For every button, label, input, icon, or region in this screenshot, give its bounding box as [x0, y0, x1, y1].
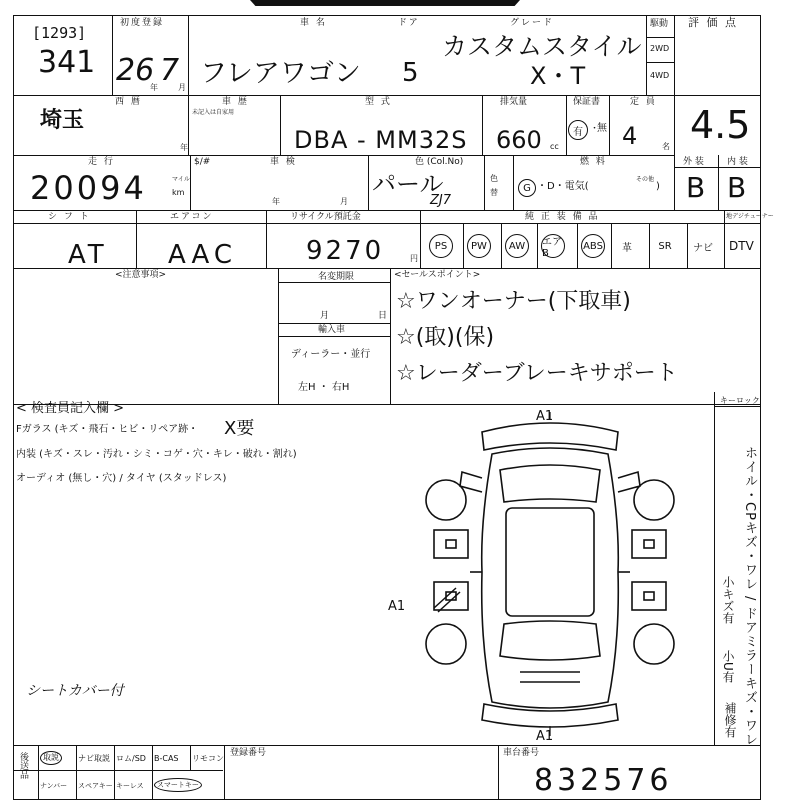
grade-label: グレード — [510, 18, 555, 28]
history-year-unit: 年 — [180, 143, 188, 152]
fuel-close: ) — [656, 181, 660, 192]
color-label: 色 (Col.No) — [415, 157, 464, 167]
equipment-item — [504, 230, 530, 262]
recycle-value: 9270 — [306, 236, 385, 266]
fuel-label: 燃 料 — [580, 157, 607, 167]
grade-line2: X・T — [530, 62, 586, 90]
year-unit: 年 — [150, 83, 158, 92]
equipment-label: 革 — [622, 242, 632, 254]
capacity-value: 4 — [622, 122, 638, 150]
equipment-label: エアB — [541, 234, 565, 258]
drive-4wd: 4WD — [650, 71, 670, 80]
note-repair: 補修有 — [723, 702, 737, 738]
warranty-yes: 有 — [568, 120, 588, 140]
equipment-item — [652, 230, 678, 262]
note-small-dent: 小U有 — [721, 650, 735, 683]
ac-value: AAC — [168, 240, 237, 270]
shaken-month-unit: 月 — [340, 197, 348, 206]
capacity-label: 定 員 — [630, 97, 657, 107]
meigi-day: 日 — [378, 311, 388, 321]
interior-label: 内 装 — [727, 157, 748, 167]
displacement-value: 660 — [496, 126, 542, 154]
shift-label: シ フ ト — [48, 212, 91, 222]
shaken-label: 車 検 — [270, 157, 297, 167]
score-label: 評 価 点 — [688, 16, 738, 29]
damage-left: A1 — [388, 599, 406, 614]
sales-point-3: ☆レーダーブレーキサポート — [396, 361, 678, 386]
equipment-item — [466, 230, 492, 262]
items-label: 後送品 — [18, 752, 28, 779]
meigi-month: 月 — [320, 311, 330, 321]
history-label: 車 歴 — [222, 97, 249, 107]
doors-value: 5 — [402, 58, 419, 88]
inspector-line3: オーディオ (無し・穴) / タイヤ (スタッドレス) — [16, 473, 227, 484]
item-row2-cell: ナンバー — [40, 782, 68, 790]
dtv-value: DTV — [729, 239, 754, 253]
equip-label: 純 正 装 備 品 — [525, 212, 600, 222]
exterior-value: B — [686, 171, 706, 204]
region-label: 西 暦 — [115, 97, 142, 107]
lot-number: 341 — [38, 45, 96, 80]
shaken-year-unit: 年 — [272, 197, 280, 206]
item-row2-cell: スマートキー — [154, 778, 202, 792]
mileage-unit-km: km — [172, 188, 185, 197]
import-dealer: ディーラー・並行 — [291, 349, 371, 360]
first-reg-label: 初度登録 — [120, 18, 165, 28]
equipment-item — [580, 230, 606, 262]
chassis-label: 車台番号 — [503, 748, 540, 758]
mileage-unit-miles: マイル — [172, 176, 190, 183]
item-row1-cell: 取説 — [40, 751, 62, 765]
inspector-line1: Fガラス (キズ・飛石・ヒビ・リペア跡・ — [16, 424, 199, 435]
sidebar-vertical-text: ホイル・CPキズ・ワレ / ドアミラーキズ・ワレ — [742, 446, 757, 747]
inspector-title: < 検査員記入欄 > — [16, 401, 125, 416]
chassis-number: 832576 — [534, 763, 673, 798]
fuel-g: G — [518, 179, 536, 197]
equipment-item — [690, 230, 716, 262]
item-row2-cell: キーレス — [116, 782, 144, 790]
exterior-label: 外 装 — [683, 157, 704, 167]
warranty-no: 無 — [597, 123, 607, 134]
car-name: フレアワゴン — [200, 58, 361, 89]
first-reg-month: 7 — [160, 53, 180, 88]
equipment-label: PS — [429, 234, 453, 258]
recycle-label: リサイクル預託金 — [290, 212, 361, 222]
equipment-label: AW — [505, 234, 529, 258]
damage-top: A1 — [536, 409, 554, 424]
displacement-label: 排気量 — [500, 97, 528, 107]
mileage-value: 20094 — [30, 169, 147, 207]
equipment-label: SR — [658, 240, 672, 252]
yen-unit: 円 — [410, 254, 418, 263]
item-row1-cell: ロム/SD — [116, 754, 146, 763]
caution-label: <注意事項> — [115, 270, 167, 280]
interior-value: B — [727, 171, 747, 204]
lot-code: [1293] — [32, 24, 87, 42]
mileage-label: 走 行 — [88, 157, 115, 167]
score-value: 4.5 — [690, 103, 751, 147]
equipment-label: PW — [467, 234, 491, 258]
drive-2wd: 2WD — [650, 44, 670, 53]
sales-label: <セールスポイント> — [394, 270, 481, 280]
sales-point-2: ☆(取)(保) — [396, 325, 495, 350]
dollar-mark: $/# — [194, 157, 211, 167]
ac-label: エアコン — [170, 212, 214, 222]
drive-label: 駆動 — [650, 19, 669, 29]
car-damage-diagram — [420, 409, 680, 742]
import-handle: 左H ・ 右H — [298, 382, 350, 393]
capacity-unit: 名 — [662, 142, 670, 151]
equipment-label: ABS — [581, 234, 605, 258]
keylock-label: キーロック — [720, 396, 760, 405]
region-value: 埼玉 — [40, 108, 85, 133]
cc-unit: cc — [550, 142, 559, 151]
color-value: パール — [372, 170, 444, 198]
item-row1-cell: ナビ取説 — [78, 754, 110, 763]
shift-value: AT — [68, 240, 108, 270]
item-row1-cell: リモコン — [192, 754, 224, 763]
reg-number-label: 登録番号 — [230, 748, 267, 758]
car-name-label: 車 名 — [300, 18, 327, 28]
model-value: DBA - MM32S — [294, 126, 468, 154]
handwritten-note: シートカバー付 — [26, 683, 124, 699]
fuel-other: その他 — [636, 176, 655, 183]
color-code: ZJ7 — [430, 193, 452, 208]
dtv-label: 地デジチューナー — [726, 213, 774, 220]
month-unit: 月 — [178, 83, 186, 92]
inspector-line1-mark: X要 — [224, 418, 255, 439]
color-change-label: 色替 — [490, 174, 498, 197]
first-reg-year: 26 — [116, 53, 155, 88]
equipment-item — [540, 230, 566, 262]
warranty-sep: ・ — [590, 124, 600, 134]
item-row2-cell: スペアキー — [78, 782, 113, 790]
equipment-label: ナビ — [693, 242, 713, 254]
note-small-scratch: 小キズ有 — [721, 576, 735, 624]
damage-bottom: A1 — [536, 729, 554, 744]
equipment-item — [428, 230, 454, 262]
door-label: ドア — [398, 18, 420, 28]
item-row1-cell: B-CAS — [154, 754, 179, 763]
equipment-item — [614, 230, 640, 262]
grade-line1: カスタムスタイル — [442, 32, 642, 61]
top-edge — [250, 0, 520, 6]
meigi-label: 名変期限 — [318, 272, 355, 282]
fuel-d: ・D・電気( — [537, 181, 589, 192]
inspector-line2: 内装 (キズ・スレ・汚れ・シミ・コゲ・穴・キレ・破れ・割れ) — [16, 449, 297, 460]
history-note: 未記入は自家用 — [192, 109, 235, 116]
import-label: 輸入車 — [318, 325, 346, 335]
warranty-label: 保証書 — [573, 97, 601, 107]
sales-point-1: ☆ワンオーナー(下取車) — [396, 289, 631, 314]
model-label: 型 式 — [365, 97, 392, 107]
